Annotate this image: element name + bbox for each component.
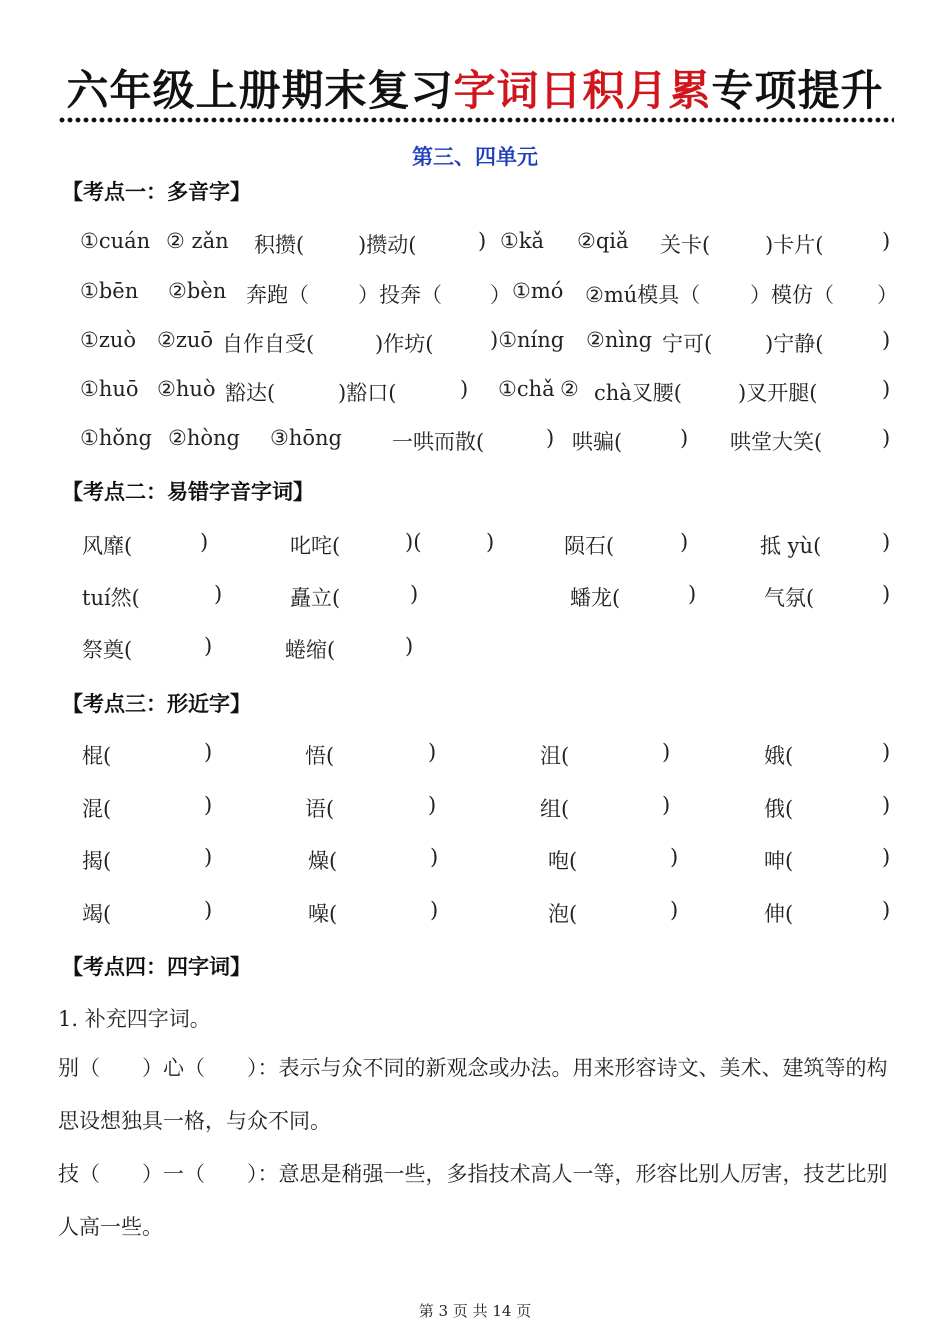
s3-r2-c7: 俄(: [764, 797, 794, 821]
s1-r4-c7: ②: [560, 377, 579, 401]
s1-r3-c8: )宁静(: [765, 332, 824, 356]
s1-r1-c3: 积攒(: [254, 233, 305, 257]
s1-r4-c4: )豁口(: [338, 381, 397, 405]
s1-r2-c1: ①bēn: [80, 279, 139, 303]
page-number: 第 3 页 共 14 页: [418, 1302, 532, 1320]
s1-r2-c3: 奔跑（: [246, 283, 309, 307]
s3-r2-c4: ): [428, 793, 437, 817]
s1-r4-c1: ①huō: [80, 377, 139, 401]
s1-r1-c6: ①kǎ: [500, 229, 545, 253]
s1-r1-c9: )卡片(: [765, 233, 824, 257]
s3-r1-c1: 棍(: [82, 744, 112, 768]
dotted-divider: [58, 117, 894, 123]
s2-r1-c5: ): [486, 530, 495, 554]
s3-r1-c8: ): [882, 740, 891, 764]
s2-r1-c3: 叱咤(: [290, 534, 341, 558]
idiom-paragraph-1: 别（ ）心（ ）：表示与众不同的新观念或办法。用来形容诗文、美术、建筑等的构思设想独具一格，与众不同。: [58, 1056, 888, 1133]
s1-r1-c4: )攒动(: [358, 233, 417, 257]
s2-r3-c2: ): [204, 634, 213, 658]
unit-subtitle: 第三、四单元: [412, 145, 538, 169]
s2-r1-c8: 抵 yù(: [760, 534, 822, 558]
s2-r1-c1: 风靡(: [82, 534, 133, 558]
s1-r1-c8: 关卡(: [660, 233, 711, 257]
s3-r1-c3: 悟(: [305, 744, 335, 768]
s1-r2-c5: ）: [490, 283, 511, 307]
s3-r3-c1: 揭(: [82, 849, 112, 873]
s1-r5-c1: ①hǒng: [80, 426, 152, 450]
idiom-paragraph-2: 技（ ）一（ ）：意思是稍强一些，多指技术高人一等，形容比别人厉害，技艺比别人高一些。: [58, 1162, 888, 1239]
s1-r5-c8: 哄堂大笑(: [730, 430, 823, 454]
s1-r5-c4: 一哄而散(: [392, 430, 485, 454]
s1-r5-c9: ): [882, 426, 891, 450]
title-part1: 六年级上册期末复习: [66, 66, 454, 115]
s1-r4-c2: ②huò: [157, 377, 216, 401]
s1-r4-c9: )叉开腿(: [738, 381, 818, 405]
s2-r1-c7: ): [680, 530, 689, 554]
s1-r3-c5: )①níng: [490, 328, 565, 352]
s3-r1-c2: ): [204, 740, 213, 764]
s3-r4-c5: 泡(: [548, 902, 578, 926]
s1-r2-c7: ②mú模具（: [585, 283, 701, 307]
s3-r3-c2: ): [204, 845, 213, 869]
s3-r1-c6: ): [662, 740, 671, 764]
s3-r2-c1: 混(: [82, 797, 112, 821]
s2-r3-c4: ): [405, 634, 414, 658]
s1-r5-c2: ②hòng: [168, 426, 240, 450]
s2-r2-c8: ): [882, 582, 891, 606]
s1-r4-c6: ①chǎ: [498, 377, 555, 401]
s2-r2-c7: 气氛(: [764, 586, 815, 610]
s1-r3-c3: 自作自受(: [222, 332, 315, 356]
s1-r3-c9: ): [882, 328, 891, 352]
question-1: 1. 补充四字词。: [58, 1007, 211, 1031]
s1-r2-c9: ）: [877, 283, 898, 307]
s3-r4-c8: ): [882, 898, 891, 922]
s1-r1-c10: ): [882, 229, 891, 253]
s1-r5-c3: ③hōng: [270, 426, 342, 450]
s1-r5-c5: ): [546, 426, 555, 450]
s3-r3-c4: ): [430, 845, 439, 869]
s3-r1-c4: ): [428, 740, 437, 764]
s1-r4-c3: 豁达(: [225, 381, 276, 405]
s3-r4-c2: ): [204, 898, 213, 922]
s1-r3-c2: ②zuō: [157, 328, 214, 352]
s3-r3-c8: ): [882, 845, 891, 869]
s1-r5-c7: ): [680, 426, 689, 450]
title-highlight: 字词日积月累: [453, 66, 712, 115]
s1-r2-c2: ②bèn: [168, 279, 227, 303]
s1-r1-c1: ①cuán: [80, 229, 151, 253]
s3-r2-c5: 组(: [540, 797, 570, 821]
section4-heading: 【考点四：四字词】: [62, 955, 251, 979]
s1-r2-c8: ）模仿（: [750, 283, 834, 307]
s2-r2-c6: ): [688, 582, 697, 606]
s2-r1-c6: 陨石(: [564, 534, 615, 558]
s1-r1-c5: ): [478, 229, 487, 253]
s3-r1-c7: 娥(: [764, 744, 794, 768]
s2-r1-c2: ): [200, 530, 209, 554]
s2-r2-c4: ): [410, 582, 419, 606]
s2-r2-c2: ): [214, 582, 223, 606]
s3-r2-c3: 语(: [305, 797, 335, 821]
section3-heading: 【考点三：形近字】: [62, 692, 251, 716]
s1-r1-c2: ② zǎn: [166, 229, 229, 253]
s1-r4-c5: ): [460, 377, 469, 401]
s3-r3-c7: 呻(: [764, 849, 794, 873]
title-part3: 专项提升: [711, 66, 884, 115]
s3-r4-c4: ): [430, 898, 439, 922]
page-title: [0, 58, 950, 118]
s1-r3-c6: ②nìng: [586, 328, 653, 352]
s2-r1-c4: )(: [405, 530, 422, 554]
s3-r4-c3: 噪(: [308, 902, 338, 926]
s3-r4-c7: 伸(: [764, 902, 794, 926]
s3-r1-c5: 沮(: [540, 744, 570, 768]
s2-r2-c5: 蟠龙(: [570, 586, 621, 610]
section2-heading: 【考点二：易错字音字词】: [62, 480, 314, 504]
s1-r4-c8: chà叉腰(: [594, 381, 682, 405]
s3-r2-c6: ): [662, 793, 671, 817]
s1-r2-c4: ）投奔（: [358, 283, 442, 307]
s3-r4-c1: 竭(: [82, 902, 112, 926]
s1-r3-c7: 宁可(: [662, 332, 713, 356]
s1-r4-c10: ): [882, 377, 891, 401]
s3-r2-c2: ): [204, 793, 213, 817]
s1-r1-c7: ②qiǎ: [577, 229, 629, 253]
section1-heading: 【考点一：多音字】: [62, 180, 251, 204]
s2-r3-c3: 蜷缩(: [285, 638, 336, 662]
s2-r3-c1: 祭奠(: [82, 638, 133, 662]
s2-r2-c1: tuí然(: [82, 586, 140, 610]
s1-r5-c6: 哄骗(: [572, 430, 623, 454]
s3-r3-c5: 咆(: [548, 849, 578, 873]
s1-r3-c1: ①zuò: [80, 328, 137, 352]
s1-r3-c4: )作坊(: [375, 332, 434, 356]
s2-r1-c9: ): [882, 530, 891, 554]
s3-r3-c6: ): [670, 845, 679, 869]
s3-r4-c6: ): [670, 898, 679, 922]
s3-r2-c8: ): [882, 793, 891, 817]
s1-r2-c6: ①mó: [512, 279, 564, 303]
s3-r3-c3: 燥(: [308, 849, 338, 873]
s2-r2-c3: 矗立(: [290, 586, 341, 610]
